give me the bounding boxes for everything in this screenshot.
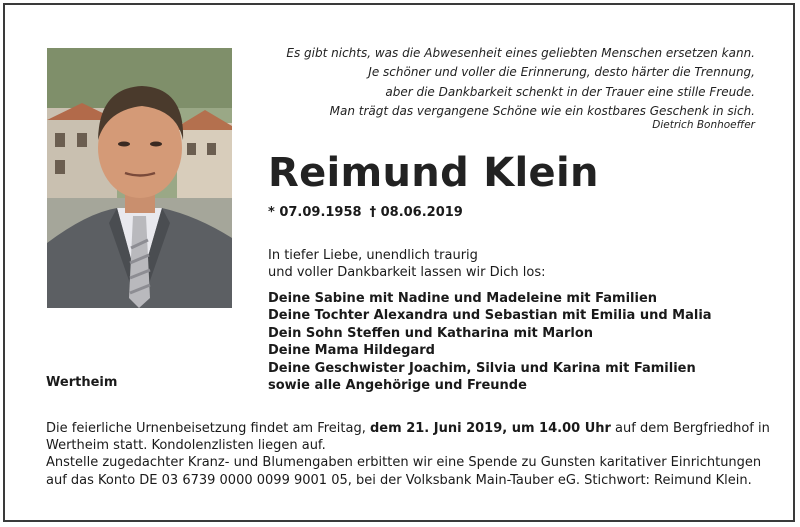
- funeral-info: [46, 420, 770, 489]
- family-member-line: Deine Mama Hildegard: [268, 343, 435, 359]
- quote-line: Je schöner und voller die Erinnerung, desto härter die Trennung,: [368, 65, 755, 80]
- death-date: † 08.06.2019: [369, 205, 463, 220]
- family-list: [268, 290, 712, 394]
- family-member-line: Deine Geschwister Joachim, Silvia und Karina mit Familien: [268, 360, 696, 376]
- birth-date: * 07.09.1958: [268, 205, 362, 220]
- intro-line: und voller Dankbarkeit lassen wir Dich los:: [268, 264, 546, 280]
- life-dates: [268, 205, 463, 220]
- family-member-line: Deine Tochter Alexandra und Sebastian mit Emilia und Malia: [268, 308, 712, 324]
- quote-line: Man trägt das vergangene Schöne wie ein kostbares Geschenk in sich.: [329, 104, 755, 119]
- info-text: auf dem Bergfriedhof in: [610, 421, 770, 436]
- info-line: Wertheim statt. Kondolenzlisten liegen auf.: [46, 438, 326, 454]
- info-line: [46, 420, 770, 437]
- intro-line: In tiefer Liebe, unendlich traurig: [268, 248, 478, 263]
- family-member-line: Dein Sohn Steffen und Katharina mit Marlon: [268, 325, 594, 341]
- quote-line: Es gibt nichts, was die Abwesenheit eines geliebten Menschen ersetzen kann.: [286, 46, 755, 60]
- deceased-name: Reimund Klein: [268, 150, 599, 196]
- info-text: Die feierliche Urnenbeisetzung findet am Freitag,: [46, 421, 370, 436]
- quote-author: Dietrich Bonhoeffer: [652, 119, 755, 131]
- info-line: Anstelle zugedachter Kranz- und Blumengaben erbitten wir eine Spende zu Gunsten karitativer Einrichtungen: [46, 455, 762, 471]
- portrait-photo: [47, 48, 232, 308]
- place-name: Wertheim: [46, 375, 118, 390]
- memorial-quote: [255, 44, 755, 122]
- info-line: auf das Konto DE 03 6739 0000 0099 9001 05, bei der Volksbank Main-Tauber eG. Stichwort: Reimund Klein.: [46, 472, 752, 488]
- family-member-line: Deine Sabine mit Nadine und Madeleine mit Familien: [268, 291, 658, 306]
- intro-text: [268, 248, 546, 281]
- family-member-line: sowie alle Angehörige und Freunde: [268, 378, 527, 394]
- quote-line: aber die Dankbarkeit schenkt in der Trauer eine stille Freude.: [385, 84, 755, 99]
- ceremony-datetime: dem 21. Juni 2019, um 14.00 Uhr: [370, 421, 611, 436]
